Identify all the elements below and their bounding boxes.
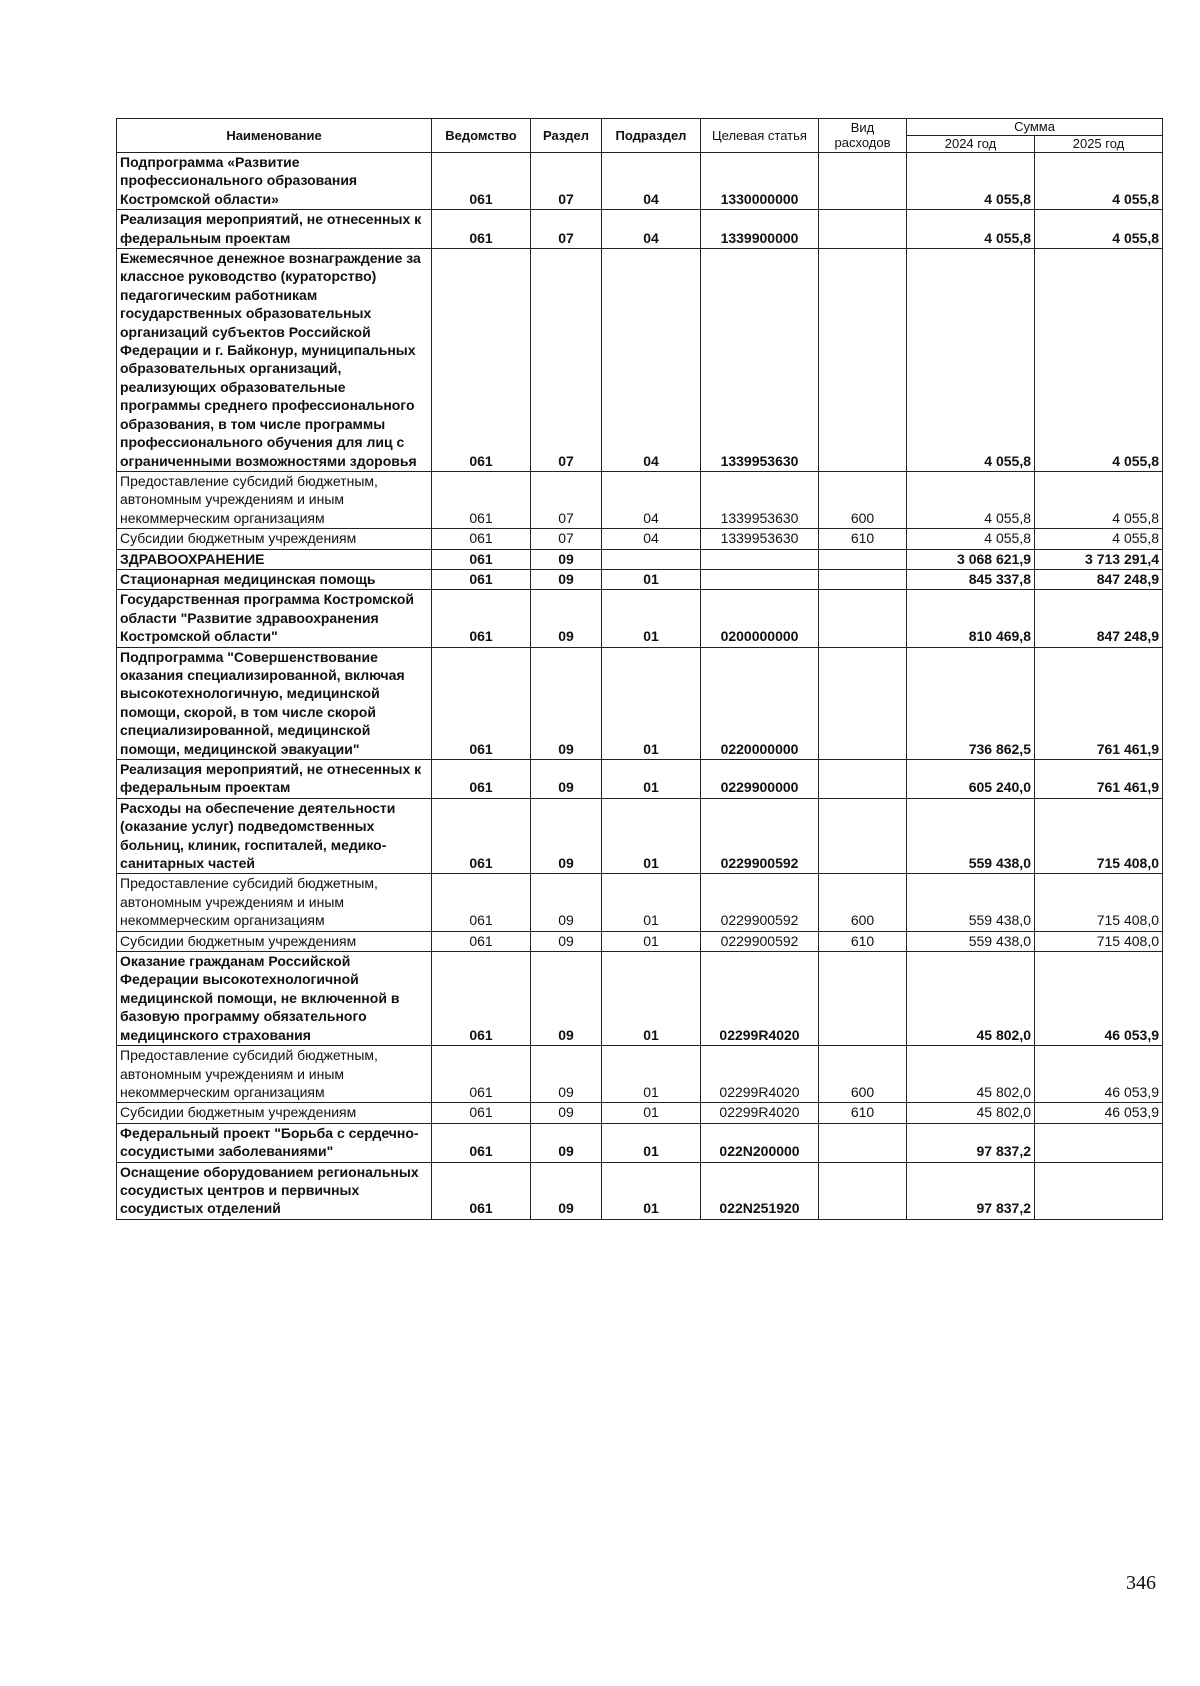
cell-name: ЗДРАВООХРАНЕНИЕ xyxy=(117,549,432,569)
cell-target: 022N251920 xyxy=(701,1162,819,1219)
table-row xyxy=(117,590,1163,647)
header-sum: Сумма xyxy=(907,119,1163,136)
cell-subsection: 01 xyxy=(602,569,701,589)
cell-sum-2025: 4 055,8 xyxy=(1035,153,1163,210)
cell-section: 09 xyxy=(531,931,602,951)
cell-section: 09 xyxy=(531,549,602,569)
cell-name: Расходы на обеспечение деятельности (оказание услуг) подведомственных больниц, клиник, госпиталей, медико-санитарных частей xyxy=(117,798,432,874)
cell-subsection: 01 xyxy=(602,590,701,647)
cell-section: 09 xyxy=(531,874,602,931)
cell-sum-2024: 4 055,8 xyxy=(907,249,1035,472)
cell-sum-2024: 97 837,2 xyxy=(907,1162,1035,1219)
cell-sum-2025: 4 055,8 xyxy=(1035,529,1163,549)
cell-target: 0200000000 xyxy=(701,590,819,647)
cell-sum-2025: 715 408,0 xyxy=(1035,798,1163,874)
table-row xyxy=(117,798,1163,874)
cell-target: 02299R4020 xyxy=(701,952,819,1046)
cell-subsection: 01 xyxy=(602,647,701,759)
cell-subsection: 01 xyxy=(602,1046,701,1103)
cell-dept: 061 xyxy=(432,549,531,569)
cell-sum-2025: 761 461,9 xyxy=(1035,760,1163,799)
cell-sum-2025 xyxy=(1035,1162,1163,1219)
table-row xyxy=(117,210,1163,249)
table-row xyxy=(117,647,1163,759)
cell-target: 0229900592 xyxy=(701,931,819,951)
cell-name: Предоставление субсидий бюджетным, автономным учреждениям и иным некоммерческим организациям xyxy=(117,874,432,931)
cell-sum-2025: 46 053,9 xyxy=(1035,1103,1163,1123)
cell-kind xyxy=(819,1162,907,1219)
cell-subsection: 01 xyxy=(602,952,701,1046)
cell-kind: 600 xyxy=(819,471,907,528)
cell-kind: 600 xyxy=(819,874,907,931)
cell-target: 0229900000 xyxy=(701,760,819,799)
table-row xyxy=(117,549,1163,569)
cell-target: 0220000000 xyxy=(701,647,819,759)
cell-dept: 061 xyxy=(432,647,531,759)
table-row xyxy=(117,1123,1163,1162)
cell-subsection: 04 xyxy=(602,153,701,210)
cell-name: Подпрограмма "Совершенствование оказания специализированной, включая высокотехнологичную, медицинской помощи, скорой, в том числе скорой специализированной, медицинской помощи, медицинской эвакуации" xyxy=(117,647,432,759)
cell-sum-2024: 559 438,0 xyxy=(907,931,1035,951)
cell-kind xyxy=(819,798,907,874)
cell-kind xyxy=(819,647,907,759)
cell-kind: 610 xyxy=(819,1103,907,1123)
header-subsection: Подраздел xyxy=(602,119,701,153)
cell-subsection: 04 xyxy=(602,249,701,472)
table-row xyxy=(117,952,1163,1046)
cell-sum-2025: 4 055,8 xyxy=(1035,210,1163,249)
cell-section: 09 xyxy=(531,1103,602,1123)
table-row xyxy=(117,529,1163,549)
cell-kind: 610 xyxy=(819,931,907,951)
budget-table xyxy=(116,118,1163,1220)
cell-sum-2024: 4 055,8 xyxy=(907,529,1035,549)
table-row xyxy=(117,931,1163,951)
cell-target xyxy=(701,569,819,589)
cell-section: 09 xyxy=(531,1123,602,1162)
cell-sum-2024: 4 055,8 xyxy=(907,471,1035,528)
table-row xyxy=(117,874,1163,931)
cell-sum-2025: 46 053,9 xyxy=(1035,1046,1163,1103)
table-row xyxy=(117,471,1163,528)
cell-subsection: 04 xyxy=(602,471,701,528)
cell-subsection: 01 xyxy=(602,1162,701,1219)
cell-dept: 061 xyxy=(432,952,531,1046)
cell-target: 022N200000 xyxy=(701,1123,819,1162)
cell-dept: 061 xyxy=(432,249,531,472)
cell-dept: 061 xyxy=(432,931,531,951)
cell-target: 0229900592 xyxy=(701,874,819,931)
cell-sum-2024: 559 438,0 xyxy=(907,798,1035,874)
cell-sum-2025: 761 461,9 xyxy=(1035,647,1163,759)
cell-sum-2024: 810 469,8 xyxy=(907,590,1035,647)
cell-target: 1339953630 xyxy=(701,529,819,549)
cell-dept: 061 xyxy=(432,1103,531,1123)
cell-name: Стационарная медицинская помощь xyxy=(117,569,432,589)
cell-subsection: 04 xyxy=(602,210,701,249)
cell-subsection: 01 xyxy=(602,798,701,874)
cell-name: Реализация мероприятий, не отнесенных к федеральным проектам xyxy=(117,210,432,249)
table-row xyxy=(117,1046,1163,1103)
cell-kind xyxy=(819,569,907,589)
cell-dept: 061 xyxy=(432,529,531,549)
cell-kind xyxy=(819,153,907,210)
cell-name: Оснащение оборудованием региональных сосудистых центров и первичных сосудистых отделений xyxy=(117,1162,432,1219)
cell-name: Подпрограмма «Развитие профессионального образования Костромской области» xyxy=(117,153,432,210)
cell-sum-2024: 45 802,0 xyxy=(907,952,1035,1046)
header-name: Наименование xyxy=(117,119,432,153)
table-row xyxy=(117,249,1163,472)
cell-dept: 061 xyxy=(432,1162,531,1219)
cell-section: 09 xyxy=(531,1162,602,1219)
cell-section: 07 xyxy=(531,153,602,210)
cell-kind xyxy=(819,210,907,249)
cell-name: Реализация мероприятий, не отнесенных к федеральным проектам xyxy=(117,760,432,799)
header-2024: 2024 год xyxy=(907,136,1035,153)
cell-target: 02299R4020 xyxy=(701,1103,819,1123)
cell-section: 07 xyxy=(531,210,602,249)
cell-dept: 061 xyxy=(432,1046,531,1103)
cell-name: Субсидии бюджетным учреждениям xyxy=(117,931,432,951)
cell-sum-2025: 847 248,9 xyxy=(1035,590,1163,647)
table-row xyxy=(117,153,1163,210)
table-row xyxy=(117,569,1163,589)
table-row xyxy=(117,760,1163,799)
cell-dept: 061 xyxy=(432,798,531,874)
cell-dept: 061 xyxy=(432,590,531,647)
header-kind: Вид расходов xyxy=(819,119,907,153)
cell-dept: 061 xyxy=(432,874,531,931)
header-target: Целевая статья xyxy=(701,119,819,153)
table-row xyxy=(117,1162,1163,1219)
cell-kind: 610 xyxy=(819,529,907,549)
cell-sum-2024: 559 438,0 xyxy=(907,874,1035,931)
cell-sum-2024: 736 862,5 xyxy=(907,647,1035,759)
cell-sum-2025: 3 713 291,4 xyxy=(1035,549,1163,569)
cell-section: 07 xyxy=(531,249,602,472)
cell-dept: 061 xyxy=(432,471,531,528)
cell-kind: 600 xyxy=(819,1046,907,1103)
table-body xyxy=(117,153,1163,1220)
cell-sum-2024: 845 337,8 xyxy=(907,569,1035,589)
cell-kind xyxy=(819,249,907,472)
cell-sum-2025: 46 053,9 xyxy=(1035,952,1163,1046)
cell-sum-2024: 4 055,8 xyxy=(907,153,1035,210)
cell-dept: 061 xyxy=(432,210,531,249)
cell-name: Субсидии бюджетным учреждениям xyxy=(117,529,432,549)
cell-sum-2025: 847 248,9 xyxy=(1035,569,1163,589)
cell-sum-2024: 45 802,0 xyxy=(907,1046,1035,1103)
cell-section: 09 xyxy=(531,569,602,589)
cell-sum-2024: 3 068 621,9 xyxy=(907,549,1035,569)
cell-sum-2024: 605 240,0 xyxy=(907,760,1035,799)
cell-name: Ежемесячное денежное вознаграждение за классное руководство (кураторство) педагогическим работникам государственных образовательных организаций субъектов Российской Федерации и г. Байконур, муниципальных образовательных организаций, реализующих образовательные программы среднего профессионального образования, в том числе программы профессионального обучения для лиц с ограниченными возможностями здоровья xyxy=(117,249,432,472)
table-row xyxy=(117,1103,1163,1123)
cell-kind xyxy=(819,760,907,799)
cell-name: Федеральный проект "Борьба с сердечно-сосудистыми заболеваниями" xyxy=(117,1123,432,1162)
cell-sum-2025: 4 055,8 xyxy=(1035,249,1163,472)
cell-subsection: 04 xyxy=(602,529,701,549)
cell-section: 07 xyxy=(531,529,602,549)
cell-target: 1330000000 xyxy=(701,153,819,210)
cell-sum-2025: 4 055,8 xyxy=(1035,471,1163,528)
cell-subsection: 01 xyxy=(602,874,701,931)
cell-sum-2025: 715 408,0 xyxy=(1035,931,1163,951)
header-section: Раздел xyxy=(531,119,602,153)
cell-name: Предоставление субсидий бюджетным, автономным учреждениям и иным некоммерческим организациям xyxy=(117,1046,432,1103)
cell-name: Предоставление субсидий бюджетным, автономным учреждениям и иным некоммерческим организациям xyxy=(117,471,432,528)
cell-sum-2025 xyxy=(1035,1123,1163,1162)
page-number: 346 xyxy=(1126,1572,1156,1594)
cell-section: 09 xyxy=(531,1046,602,1103)
cell-dept: 061 xyxy=(432,569,531,589)
cell-section: 09 xyxy=(531,590,602,647)
header-dept: Ведомство xyxy=(432,119,531,153)
cell-dept: 061 xyxy=(432,153,531,210)
cell-dept: 061 xyxy=(432,1123,531,1162)
cell-target xyxy=(701,549,819,569)
cell-sum-2025: 715 408,0 xyxy=(1035,874,1163,931)
cell-subsection xyxy=(602,549,701,569)
cell-name: Субсидии бюджетным учреждениям xyxy=(117,1103,432,1123)
cell-kind xyxy=(819,952,907,1046)
cell-target: 0229900592 xyxy=(701,798,819,874)
cell-section: 07 xyxy=(531,471,602,528)
cell-kind xyxy=(819,1123,907,1162)
cell-sum-2024: 45 802,0 xyxy=(907,1103,1035,1123)
cell-subsection: 01 xyxy=(602,931,701,951)
cell-target: 02299R4020 xyxy=(701,1046,819,1103)
cell-section: 09 xyxy=(531,760,602,799)
header-2025: 2025 год xyxy=(1035,136,1163,153)
cell-target: 1339953630 xyxy=(701,471,819,528)
cell-kind xyxy=(819,590,907,647)
cell-section: 09 xyxy=(531,647,602,759)
cell-sum-2024: 97 837,2 xyxy=(907,1123,1035,1162)
cell-name: Оказание гражданам Российской Федерации высокотехнологичной медицинской помощи, не включенной в базовую программу обязательного медицинского страхования xyxy=(117,952,432,1046)
cell-sum-2024: 4 055,8 xyxy=(907,210,1035,249)
cell-subsection: 01 xyxy=(602,1103,701,1123)
cell-section: 09 xyxy=(531,952,602,1046)
cell-target: 1339953630 xyxy=(701,249,819,472)
cell-target: 1339900000 xyxy=(701,210,819,249)
cell-subsection: 01 xyxy=(602,1123,701,1162)
cell-subsection: 01 xyxy=(602,760,701,799)
cell-section: 09 xyxy=(531,798,602,874)
cell-kind xyxy=(819,549,907,569)
cell-dept: 061 xyxy=(432,760,531,799)
cell-name: Государственная программа Костромской области "Развитие здравоохранения Костромской области" xyxy=(117,590,432,647)
